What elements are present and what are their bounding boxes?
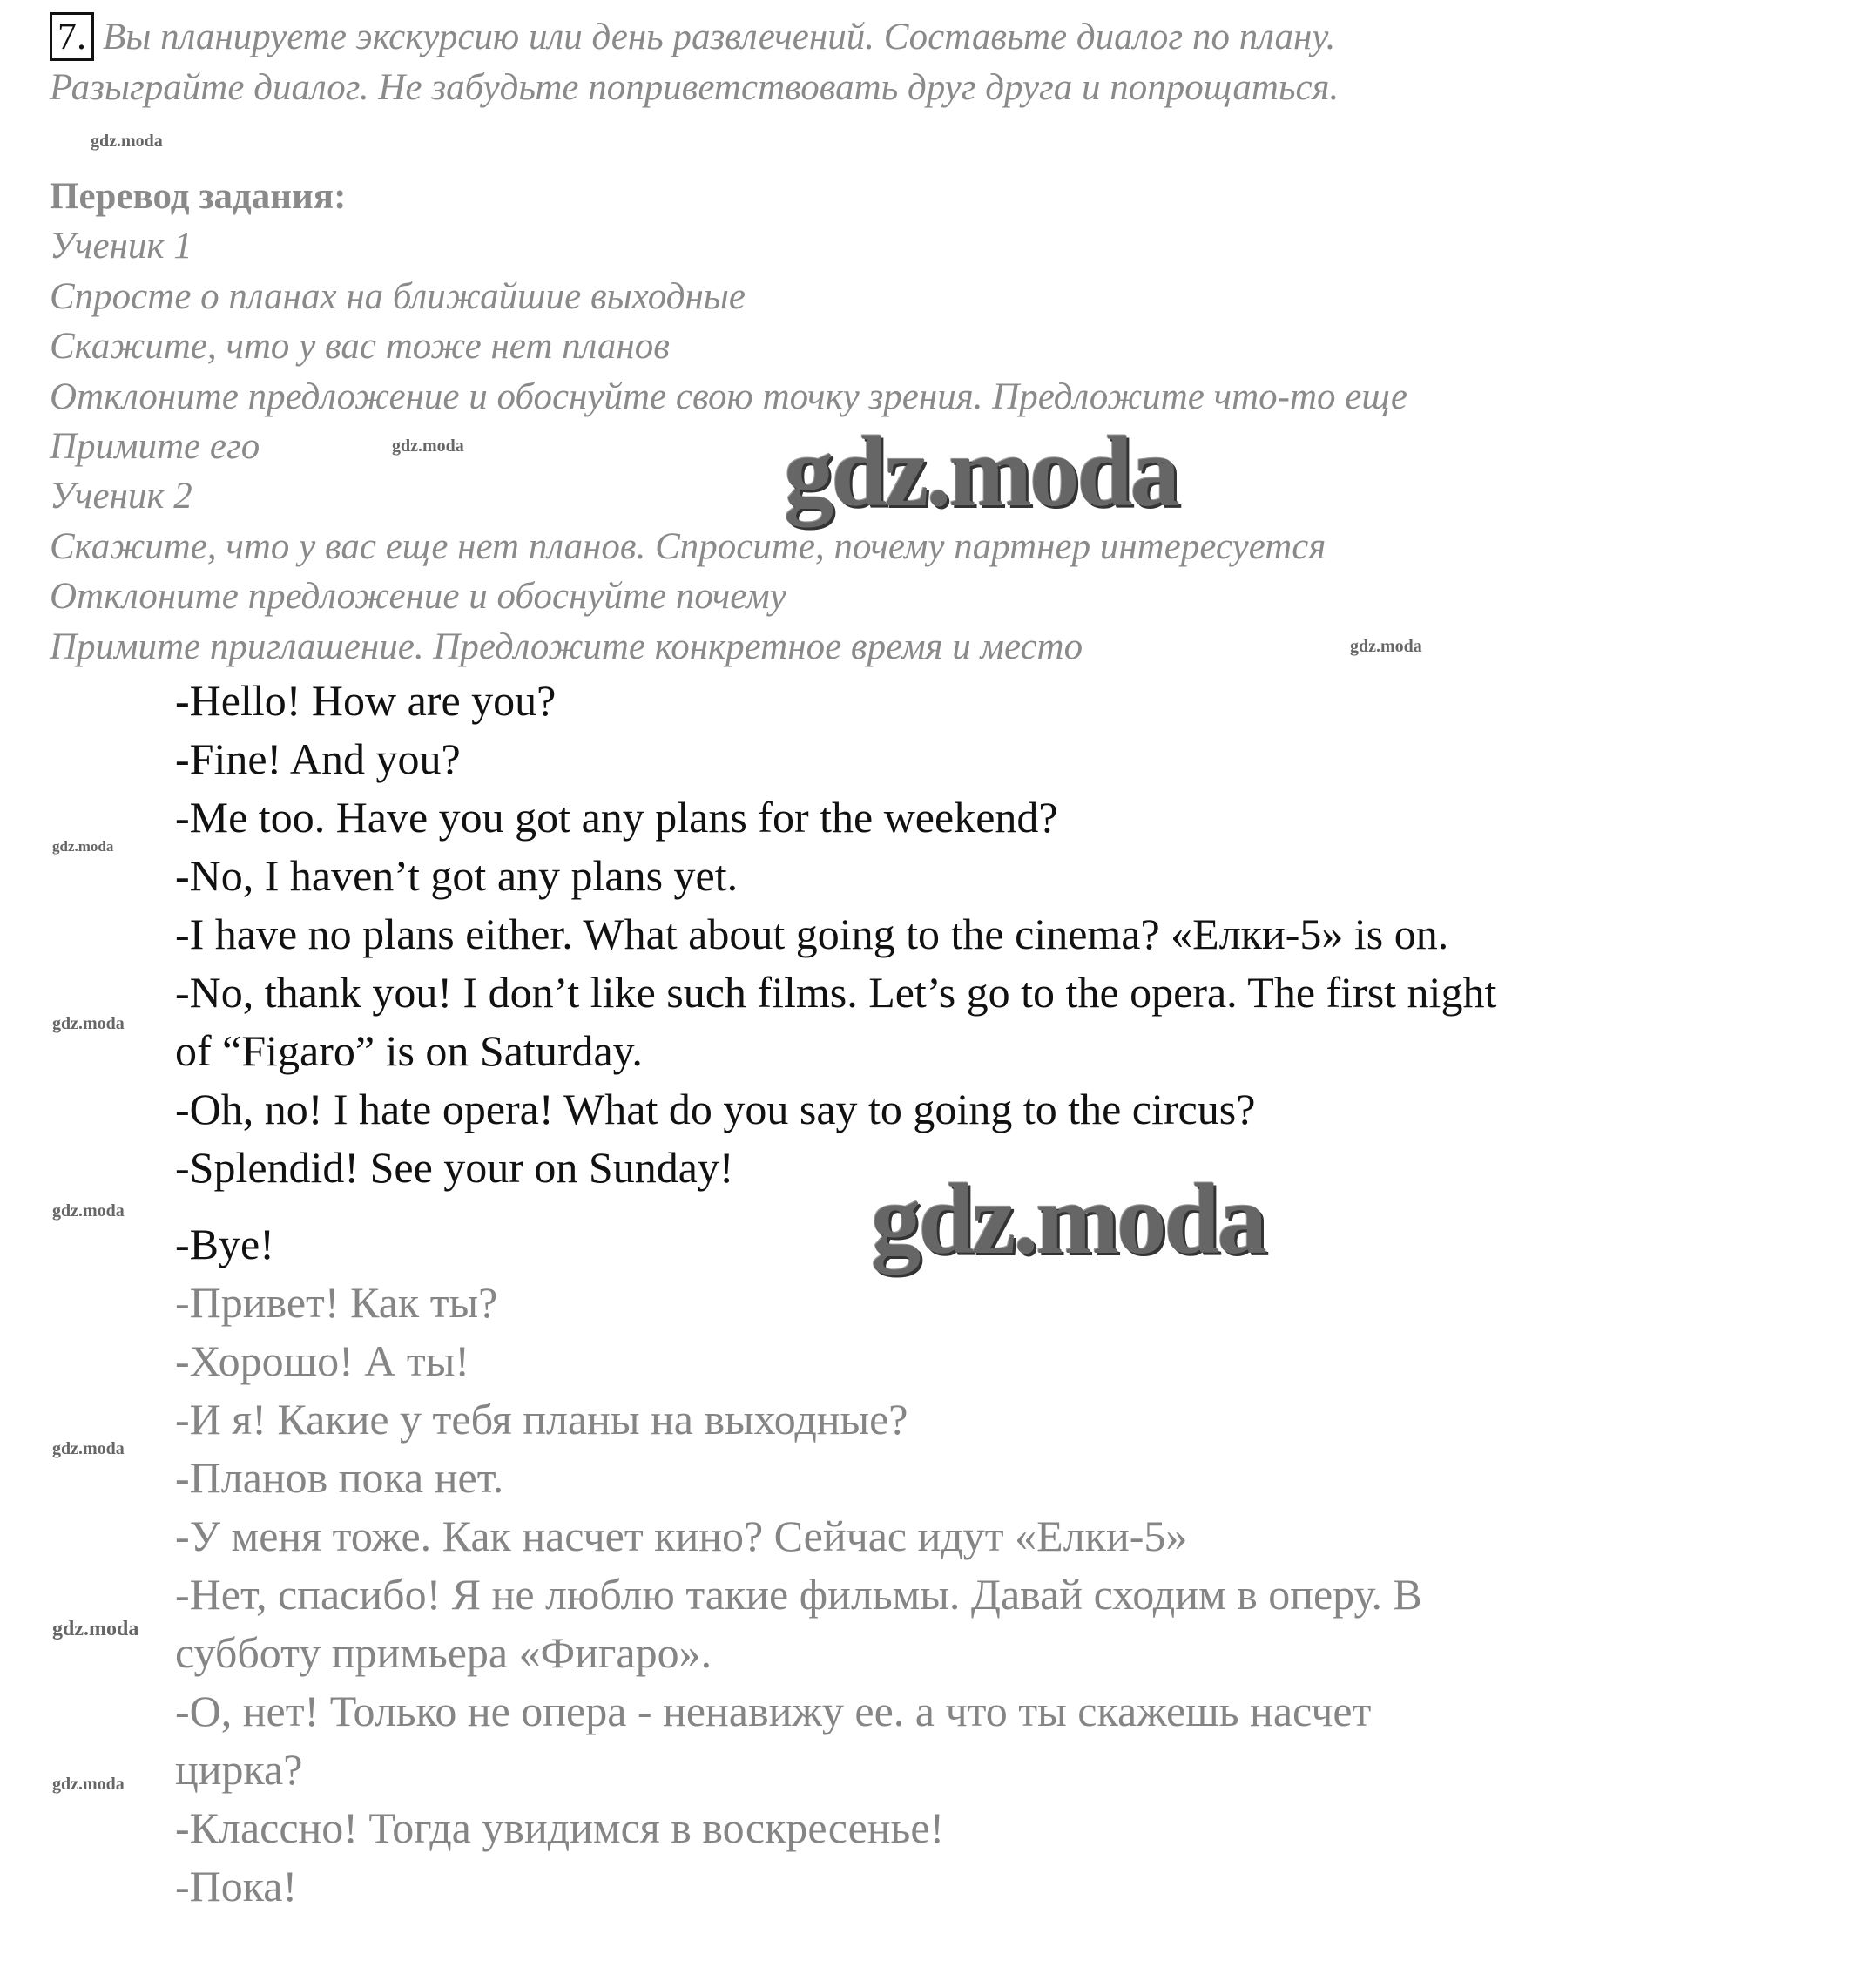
watermark-small: gdz.moda <box>392 436 464 456</box>
dialog-line-en: -No, thank you! I don’t like such films. Let’s go to the opera. The first night <box>175 968 1497 1017</box>
watermark-large: gdz.moda <box>871 1164 1265 1275</box>
dialog-line-ru: -У меня тоже. Как насчет кино? Сейчас идут «Елки-5» <box>175 1511 1188 1560</box>
dialog-line-ru: -И я! Какие у тебя планы на выходные? <box>175 1395 908 1444</box>
dialog-line-en: -Oh, no! I hate opera! What do you say to going to the circus? <box>175 1085 1256 1133</box>
plan-line: Отклоните предложение и обоснуйте почему <box>50 576 786 618</box>
task-line-2: Разыграйте диалог. Не забудьте поприветствовать друг друга и попрощаться. <box>50 67 1340 108</box>
dialog-line-ru: -О, нет! Только не опера - ненавижу ее. а что ты скажешь насчет <box>175 1687 1372 1735</box>
dialog-line-en: of “Figaro” is on Saturday. <box>175 1026 643 1075</box>
dialog-line-en: -Fine! And you? <box>175 734 461 783</box>
task-number: 7. <box>50 12 94 61</box>
dialog-line-ru: -Классно! Тогда увидимся в воскресенье! <box>175 1803 945 1852</box>
task-line-1: Вы планируете экскурсию или день развлечений. Составьте диалог по плану. <box>103 17 1336 57</box>
task-statement <box>50 12 1861 113</box>
plan-line: Ученик 2 <box>50 476 192 517</box>
dialog-line-en: -Hello! How are you? <box>175 676 557 725</box>
watermark-small: gdz.moda <box>52 1014 125 1033</box>
dialog-line-en: -Bye! <box>175 1220 274 1268</box>
plan-line: Скажите, что у вас еще нет планов. Спросите, почему партнер интересуется <box>50 525 1326 567</box>
watermark-small: gdz.moda <box>52 1201 125 1221</box>
dialog-line-ru: субботу примьера «Фигаро». <box>175 1628 712 1677</box>
plan-line: Отклоните предложение и обоснуйте свою точку зрения. Предложите что-то еще <box>50 375 1408 417</box>
dialog <box>175 672 1830 1916</box>
plan-line: Спросте о планах на ближайшие выходные <box>50 275 746 317</box>
plan-line: Ученик 1 <box>50 226 192 267</box>
watermark-small: gdz.moda <box>52 838 114 855</box>
translation-title: Перевод задания: <box>50 176 347 217</box>
dialog-line-ru: -Привет! Как ты? <box>175 1278 498 1327</box>
dialog-line-ru: -Хорошо! А ты! <box>175 1336 469 1385</box>
dialog-line-ru: -Пока! <box>175 1862 298 1910</box>
watermark-large: gdz.moda <box>784 416 1178 527</box>
dialog-line-en: -Splendid! See your on Sunday! <box>175 1143 734 1192</box>
dialog-line-ru: -Нет, спасибо! Я не люблю такие фильмы. Давай сходим в оперу. В <box>175 1570 1422 1619</box>
watermark-small: gdz.moda <box>52 1439 125 1458</box>
plan-line: Примите приглашение. Предложите конкретное время и место <box>50 625 1083 667</box>
dialog-line-en: -Me too. Have you got any plans for the weekend? <box>175 793 1058 842</box>
dialog-line-en: -No, I haven’t got any plans yet. <box>175 851 739 900</box>
plan-line: Примите его <box>50 426 260 468</box>
watermark-small: gdz.moda <box>1350 637 1422 656</box>
watermark-small: gdz.moda <box>52 1775 125 1794</box>
watermark-small: gdz.moda <box>91 132 163 151</box>
watermark-small: gdz.moda <box>52 1618 139 1640</box>
dialog-line-ru: -Планов пока нет. <box>175 1453 504 1502</box>
dialog-line-ru: цирка? <box>175 1745 303 1794</box>
dialog-line-en: -I have no plans either. What about going to the cinema? «Елки-5» is on. <box>175 909 1449 958</box>
plan-line: Скажите, что у вас тоже нет планов <box>50 326 670 368</box>
